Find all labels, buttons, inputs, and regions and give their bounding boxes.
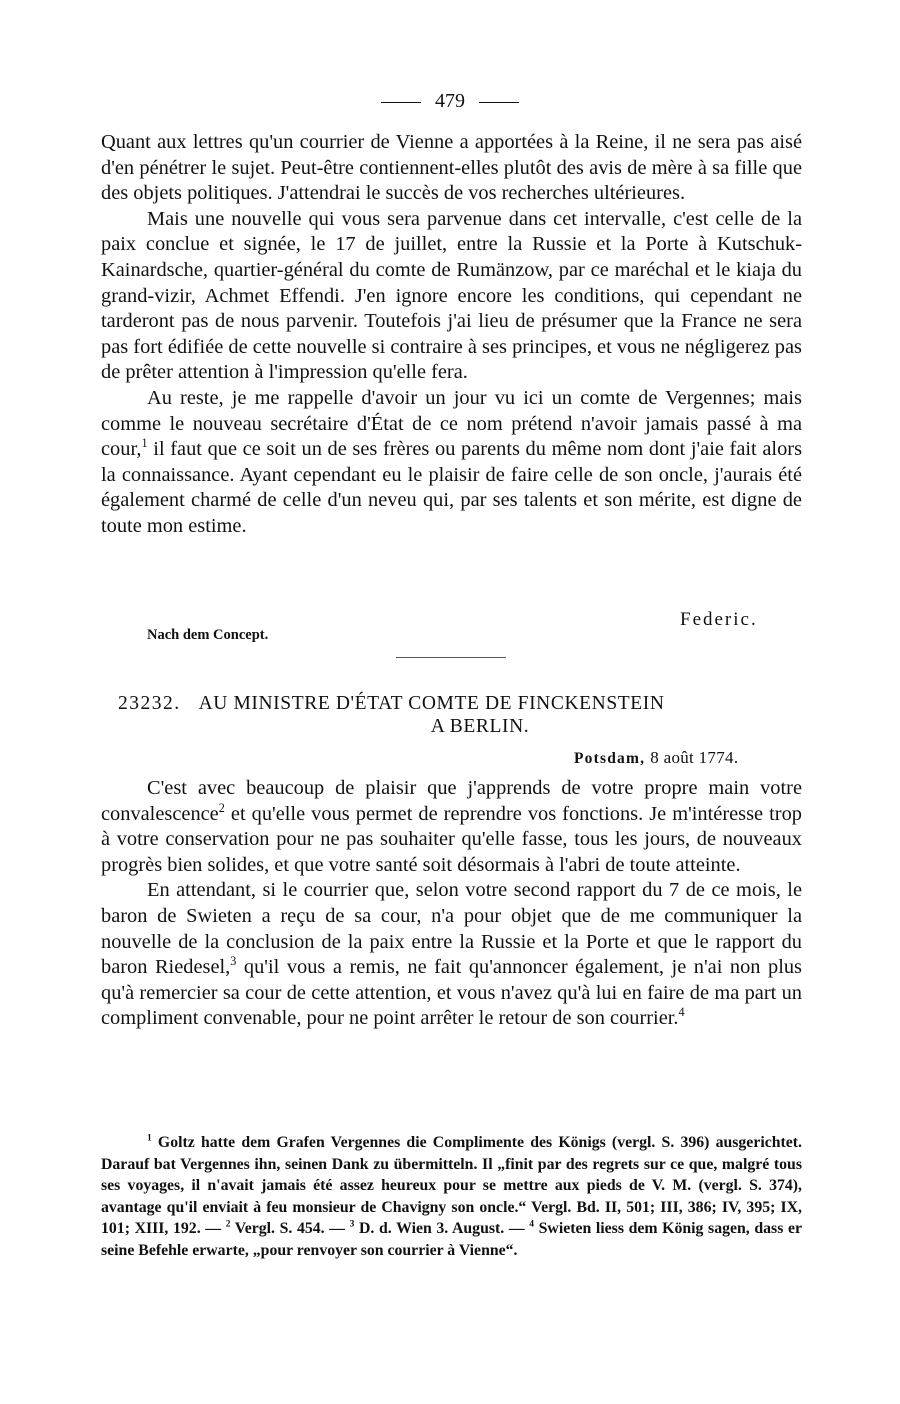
letter1-body — [101, 130, 802, 540]
header-dash-left — [381, 102, 421, 103]
letter1-p3-text-a: Au reste, je me rappelle d'avoir un jour vu ici un comte de Vergennes; mais comme le nouveau secrétaire d'État de ce nom prétend n'avoir jamais passé à ma cour, — [101, 386, 802, 461]
footnote-mark-3: 3 — [349, 1219, 355, 1230]
footnote-ref-3: 3 — [230, 954, 237, 969]
page-header — [0, 90, 900, 113]
letter-title-line1: AU MINISTRE D'ÉTAT COMTE DE FINCKENSTEIN — [198, 693, 665, 714]
footnote-4-text: Swieten liess dem König sagen, dass er seine Befehle erwarte, „pour renvoyer son courrier à Vienne“. — [101, 1220, 802, 1259]
letter2-heading — [118, 692, 802, 738]
footnote-mark-1: 1 — [147, 1133, 152, 1144]
footnotes — [101, 1132, 802, 1261]
footnote-mark-4: 4 — [529, 1219, 534, 1230]
letter1-p3-text-b: il faut que ce soit un de ses frères ou parents du même nom dont j'aie fait alors la connaissance. Ayant cependant eu le plaisir de faire celle de son oncle, j'aurais été également charmé de celle d'un neveu qui, par ses talents et son mérite, est digne de toute mon estime. — [101, 438, 802, 537]
source-note: Nach dem Concept. — [147, 627, 269, 643]
letter2-p2-text-b: qu'il vous a remis, ne fait qu'annoncer également, je n'ai non plus qu'à remercier sa cour de cette attention, et vous n'avez qu'à lui en faire de ma part un compliment convenable, pour ne point arrêter le retour de son courrier. — [101, 956, 802, 1030]
section-divider — [396, 657, 506, 658]
footnote-ref-4: 4 — [678, 1005, 685, 1020]
footnote-2-text: Vergl. S. 454. — — [234, 1220, 350, 1237]
letter-title-line2: A BERLIN. — [430, 716, 530, 737]
letter2-body — [101, 776, 802, 1032]
letter2-p1-text-b: et qu'elle vous permet de reprendre vos fonctions. Je m'intéresse trop à votre conservation pour ne pas souhaiter qu'elle fasse, tous les jours, de nouveaux progrès bien solides, et que votre santé soit désormais à l'abri de toute atteinte. — [101, 802, 802, 876]
letter1-paragraph-1: Quant aux lettres qu'un courrier de Vienne a apportées à la Reine, il ne sera pas aisé d'en pénétrer le sujet. Peut-être contiennent-elles plutôt des avis de mère à sa fille que des objets politiques. J'attendrai le succès de vos recherches ultérieures. — [101, 131, 802, 205]
footnote-1-text: Goltz hatte dem Grafen Vergennes die Complimente des Königs (vergl. S. 396) ausgerichtet. Darauf bat Vergennes ihn, seinen Dank zu übermitteln. Il „finit par des regrets sur ce que, malgré tous ses voyages, il n'avait jamais été assez heureux pour se mettre aux pieds de V. M. (vergl. S. 374), avantage qu'il enviait à feu monsieur de Chavigny son oncle.“ Vergl. Bd. II, 501; III, 386; IV, 395; IX, 101; XIII, 192. — — [101, 1134, 802, 1237]
letter2-p2-text-a: En attendant, si le courrier que, selon votre second rapport du 7 de ce mois, le baron de Swieten a reçu de sa cour, n'a pour objet que de me communiquer la nouvelle de la conclusion de la paix entre la Russie et la Porte et que le rapport du baron Riedesel, — [101, 879, 802, 979]
letter-number: 23232. — [118, 693, 181, 714]
signature: Federic. — [680, 609, 758, 630]
letter1-paragraph-2: Mais une nouvelle qui vous sera parvenue dans cet intervalle, c'est celle de la paix conclue et signée, le 17 de juillet, entre la Russie et la Porte à Kutschuk-Kainardsche, quartier-général du comte de Rumänzow, par ce maréchal et le kiaja du grand-vizir, Achmet Effendi. J'en ignore encore les conditions, qui cependant ne tarderont pas de nous parvenir. Toutefois j'ai lieu de présumer que la France ne sera pas fort édifiée de cette nouvelle si contraire à ses principes, et vous ne négligerez pas de prêter attention à l'impression qu'elle fera. — [101, 207, 802, 384]
footnote-3-text: D. d. Wien 3. August. — — [359, 1220, 530, 1237]
letter1-paragraph-3 — [101, 386, 802, 540]
footnote-ref-2: 2 — [218, 800, 225, 815]
footnote-ref-1: 1 — [141, 436, 148, 451]
footnote-block — [101, 1132, 802, 1261]
date: 8 août 1774. — [650, 748, 739, 767]
page-number: 479 — [435, 90, 465, 112]
letter2-paragraph-1 — [101, 776, 802, 878]
letter2-p1-text-a: C'est avec beaucoup de plaisir que j'apprends de votre propre main votre convalescence — [101, 777, 802, 825]
place: Potsdam, — [574, 750, 646, 767]
letter2-paragraph-2 — [101, 878, 802, 1032]
header-dash-right — [479, 102, 519, 103]
place-date — [574, 748, 738, 768]
footnote-mark-2: 2 — [225, 1219, 231, 1230]
